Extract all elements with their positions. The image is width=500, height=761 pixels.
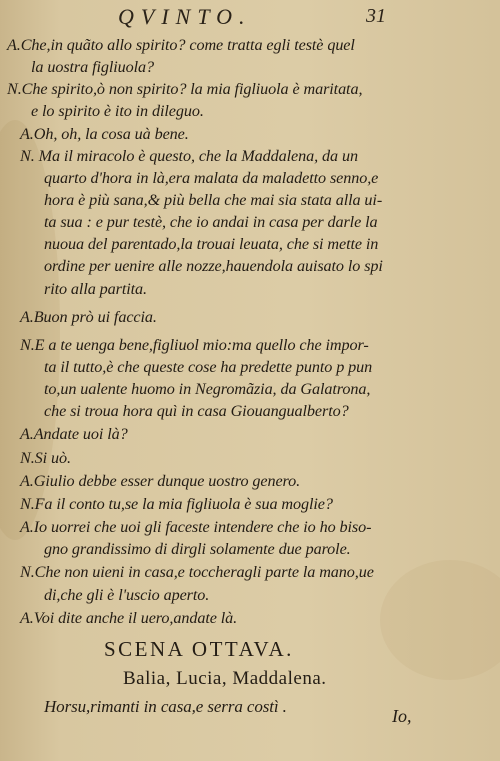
text-line: A.Che,in quãto allo spirito? come tratta egli testè quel bbox=[7, 36, 355, 54]
text-line: N.Fa il conto tu,se la mia figliuola è sua moglie? bbox=[20, 495, 333, 513]
text-line: N.Si uò. bbox=[20, 449, 71, 467]
text-line: rito alla partita. bbox=[44, 280, 147, 298]
scene-heading: SCENA OTTAVA. bbox=[104, 637, 294, 661]
catchword: Io, bbox=[392, 706, 412, 726]
text-line: Horsu,rimanti in casa,e serra costì . bbox=[44, 697, 287, 716]
text-line: N.Che spirito,ò non spirito? la mia figliuola è maritata, bbox=[7, 80, 363, 98]
text-line: A.Buon prò ui faccia. bbox=[20, 308, 157, 326]
text-line: di,che gli è l'uscio aperto. bbox=[44, 586, 210, 604]
text-line: e lo spirito è ito in dileguo. bbox=[31, 102, 204, 120]
act-title: QVINTO. bbox=[118, 4, 252, 29]
text-line: ordine per uenire alle nozze,hauendola auisato lo spi bbox=[44, 257, 383, 275]
page-number: 31 bbox=[366, 5, 386, 27]
character-list: Balia, Lucia, Maddalena. bbox=[123, 668, 327, 689]
text-line: to,un ualente huomo in Negromãzia, da Galatrona, bbox=[44, 380, 371, 398]
running-head bbox=[0, 4, 500, 34]
text-line: A.Giulio debbe esser dunque uostro genero. bbox=[20, 472, 301, 490]
text-line: ta il tutto,è che queste cose ha predette punto p pun bbox=[44, 358, 373, 376]
text-line: N. Ma il miracolo è questo, che la Maddalena, da un bbox=[20, 147, 358, 165]
text-line: che si troua hora quì in casa Giouangualberto? bbox=[44, 402, 349, 420]
text-line: N.Che non uieni in casa,e toccheragli parte la mano,ue bbox=[20, 563, 374, 581]
text-line: A.Oh, oh, la cosa uà bene. bbox=[20, 125, 189, 143]
text-line: N.E a te uenga bene,figliuol mio:ma quello che impor- bbox=[20, 336, 369, 354]
text-line: quarto d'hora in là,era malata da maladetto senno,e bbox=[44, 169, 379, 187]
text-line: gno grandissimo di dirgli solamente due parole. bbox=[44, 540, 351, 558]
text-line: A.Io uorrei che uoi gli faceste intendere che io ho biso- bbox=[20, 518, 372, 536]
text-line: ta sua : e pur testè, che io andai in casa per darle la bbox=[44, 213, 378, 231]
text-line: A.Andate uoi là? bbox=[20, 425, 128, 443]
text-line: hora è più sana,& più bella che mai sia stata alla ui- bbox=[44, 191, 383, 209]
text-line: nuoua del parentado,la trouai leuata, che si mette in bbox=[44, 235, 379, 253]
text-line: la uostra figliuola? bbox=[31, 58, 155, 76]
text-line: A.Voi dite anche il uero,andate là. bbox=[20, 609, 238, 627]
